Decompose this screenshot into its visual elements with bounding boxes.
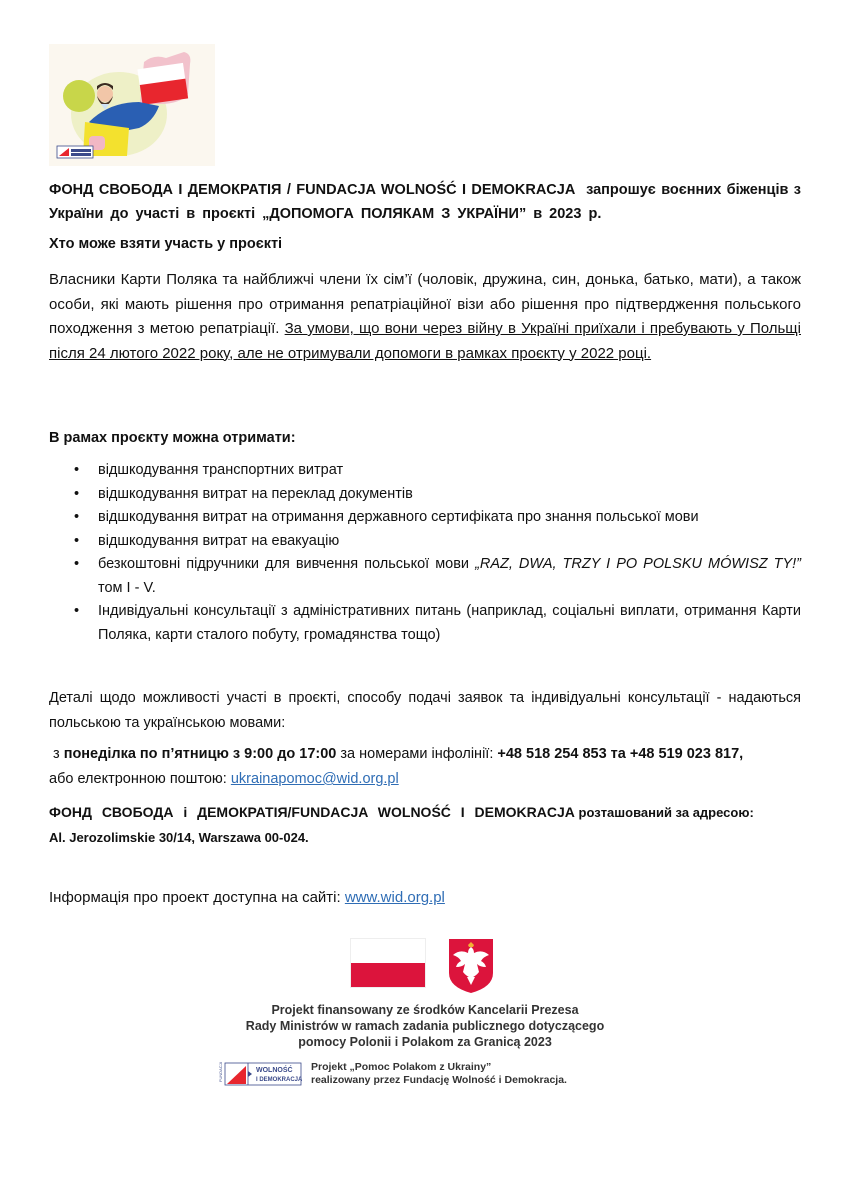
bullet-icon: • — [74, 556, 80, 572]
bullet-icon: • — [74, 485, 80, 502]
website-link[interactable]: www.wid.org.pl — [344, 889, 445, 906]
title-line-2: України до участі в проєкті „ДОПОМОГА ПОЛЯКАМ З УКРАЇНИ” в 2023 р. — [49, 206, 602, 222]
bullet-icon: • — [74, 509, 80, 525]
project-implementation-note — [311, 1061, 567, 1087]
funding-line: Rady Ministrów w ramach zadania publicznego dotyczącego — [245, 1019, 605, 1033]
funding-line: pomocy Polonii i Polakom za Granicą 2023 — [298, 1035, 552, 1049]
address-paragraph — [49, 800, 801, 850]
eligibility-paragraph — [49, 268, 801, 366]
eligibility-heading: Хто може взяти участь у проєкті — [49, 236, 283, 252]
address-located: розташований за адресою: — [574, 805, 754, 820]
contact-phones: +48 518 254 853 та +48 519 023 817, — [497, 746, 744, 762]
textbook-title: „RAZ, DWA, TRZY I PO POLSKU MÓWISZ TY!” — [475, 556, 801, 572]
address-org: ФОНД СВОБОДА і ДЕМОКРАТІЯ/FUNDACJA WOLNOŚĆ I DEMOKRACJA — [49, 804, 575, 820]
list-item-text: відшкодування витрат на евакуацію — [98, 532, 340, 549]
contact-paragraph — [49, 742, 801, 792]
funding-statement — [210, 1002, 640, 1050]
eligibility-text: Власники Карти Поляка та найближчі члени їх сім’ї (чоловік, дружина, син, донька, батько, мати), а також особи, які мають рішення про отримання репатріаційної візи або рішення про підтвердження польського походження з метою репатріації. — [49, 271, 801, 337]
list-item — [49, 530, 801, 554]
address-street: Al. Jerozolimskie 30/14, Warszawa 00-024. — [49, 830, 309, 845]
list-item-text: відшкодування витрат на отримання державного сертифіката про знання польської мови — [98, 509, 699, 525]
website-line — [49, 886, 801, 910]
bullet-icon: • — [74, 603, 80, 619]
title-org-name: ФОНД СВОБОДА І ДЕМОКРАТІЯ / FUNDACJA WOLNOŚĆ I DEMOKRACJA — [49, 182, 576, 198]
title-line-1 — [49, 178, 801, 202]
list-item — [49, 600, 801, 647]
flag-red-stripe — [351, 963, 425, 987]
man-with-flag-illustration-icon — [49, 44, 215, 166]
project-line: Projekt „Pomoc Polakom z Ukrainy” — [311, 1061, 492, 1073]
list-item-text: відшкодування транспортних витрат — [98, 462, 344, 478]
polish-flag-icon — [350, 938, 426, 988]
announcement-title — [49, 178, 801, 226]
eligibility-condition: За умови, що вони через війну в Україні приїхали і пребувають у Польщі після 24 лютого 2022 року, але не отримували допомоги в рамках проєкту у 2022 році. — [49, 320, 801, 362]
bullet-icon: • — [74, 532, 80, 549]
svg-text:I DEMOKRACJA: I DEMOKRACJA — [256, 1077, 302, 1083]
contact-hours: понеділка по п’ятницю з 9:00 до 17:00 — [63, 746, 337, 762]
wolnosc-i-demokracja-logo — [218, 1062, 302, 1086]
svg-text:WOLNOŚĆ: WOLNOŚĆ — [256, 1067, 293, 1074]
header-illustration — [49, 44, 215, 166]
list-item-text: Індивідуальні консультації з адміністративних питань (наприклад, соціальні виплати, отримання Карти Поляка, карти сталого побуту, громадянства тощо) — [98, 603, 801, 643]
foundation-logo-icon — [218, 1062, 302, 1086]
project-line: realizowany przez Fundację Wolność i Demokracja. — [311, 1074, 567, 1086]
contact-prefix: з — [53, 746, 64, 762]
bullet-icon: • — [74, 462, 80, 478]
details-paragraph: Деталі щодо можливості участі в проєкті, способу подачі заявок та індивідуальні консультації - надаються польською та українською мовами: — [49, 690, 801, 731]
list-item — [49, 506, 801, 530]
list-item-text: відшкодування витрат на переклад документів — [98, 485, 413, 502]
svg-text:FUNDACJA: FUNDACJA — [218, 1062, 223, 1082]
benefits-list — [49, 459, 801, 647]
website-label: Інформація про проект доступна на сайті: — [49, 889, 345, 906]
funding-line: Projekt finansowany ze środków Kancelarii Prezesa — [271, 1003, 579, 1017]
list-item — [49, 459, 801, 483]
polish-eagle-emblem-icon — [447, 937, 495, 993]
benefits-heading: В рамах проєкту можна отримати: — [49, 430, 296, 446]
contact-email-label: або електронною поштою: — [49, 771, 231, 787]
list-item — [49, 553, 801, 600]
list-item-text: безкоштовні підручники для вивчення польської мови — [98, 556, 476, 572]
flag-white-stripe — [351, 939, 425, 963]
title-invites: запрошує воєнних біженців з — [586, 182, 802, 198]
list-item — [49, 483, 801, 507]
list-item-text-after: том I - V. — [98, 579, 156, 596]
contact-phones-label: за номерами інфолінії: — [336, 746, 498, 762]
email-link[interactable]: ukrainapomoc@wid.org.pl — [230, 771, 399, 787]
